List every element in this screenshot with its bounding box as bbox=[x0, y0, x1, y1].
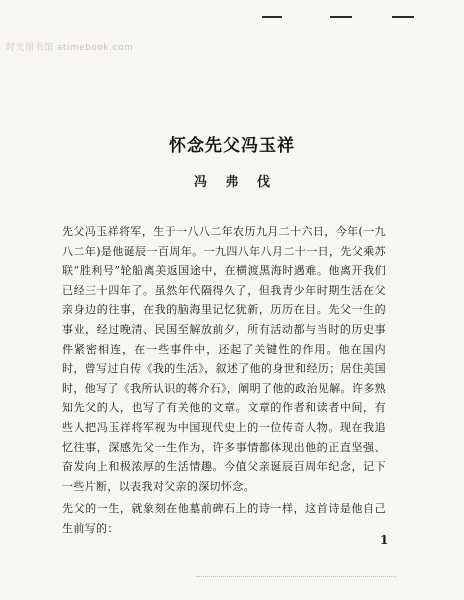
bottom-scan-noise bbox=[196, 576, 396, 578]
top-rule-3 bbox=[392, 16, 414, 18]
page-number: 1 bbox=[380, 533, 389, 547]
paragraph: 先父冯玉祥将军，生于一八八二年农历九月二十六日，今年(一九八二年)是他诞辰一百周年。一九四八年八月二十一日，先父乘苏联“胜利号”轮船离美返国途中，在横渡黑海时遇难。他离开我们已经三十四年了。虽然年代隔得久了，但我青少年时期生活在父亲身边的往事，在我的脑海里记忆犹新，历历在目。先父一生的事业，经过晚清、民国至解放前夕，所有活动都与当时的历史事件紧密相连，在一些事件中，还起了关键性的作用。他在国内时，曾写过自传《我的生活》，叙述了他的身世和经历；居住美国时，他写了《我所认识的蒋介石》，阐明了他的政治见解。许多熟知先父的人，也写了有关他的文章。文章的作者和读者中间，有些人把冯玉祥将军视为中国现代史上的一位传奇人物。现在我追忆往事，深感先父一生作为，许多事情都体现出他的正直坚强、奋发向上和极浓厚的生活情趣。今值父亲诞辰百周年纪念，记下一些片断，以表我对父亲的深切怀念。 bbox=[62, 225, 386, 493]
top-rule-1 bbox=[262, 16, 282, 18]
page-title: 怀念先父冯玉祥 bbox=[169, 136, 295, 156]
article-body bbox=[62, 222, 386, 539]
top-rule-2 bbox=[330, 16, 352, 18]
author-char: 冯 bbox=[193, 175, 207, 190]
author-char: 弗 bbox=[225, 175, 239, 190]
paragraph: 先父的一生，就象刻在他墓前碑石上的诗一样，这首诗是他自己生前写的： bbox=[62, 502, 386, 535]
author-char: 伐 bbox=[257, 175, 271, 190]
watermark: 时光图书馆 atimebook.com bbox=[6, 43, 134, 53]
author-name bbox=[0, 171, 464, 190]
